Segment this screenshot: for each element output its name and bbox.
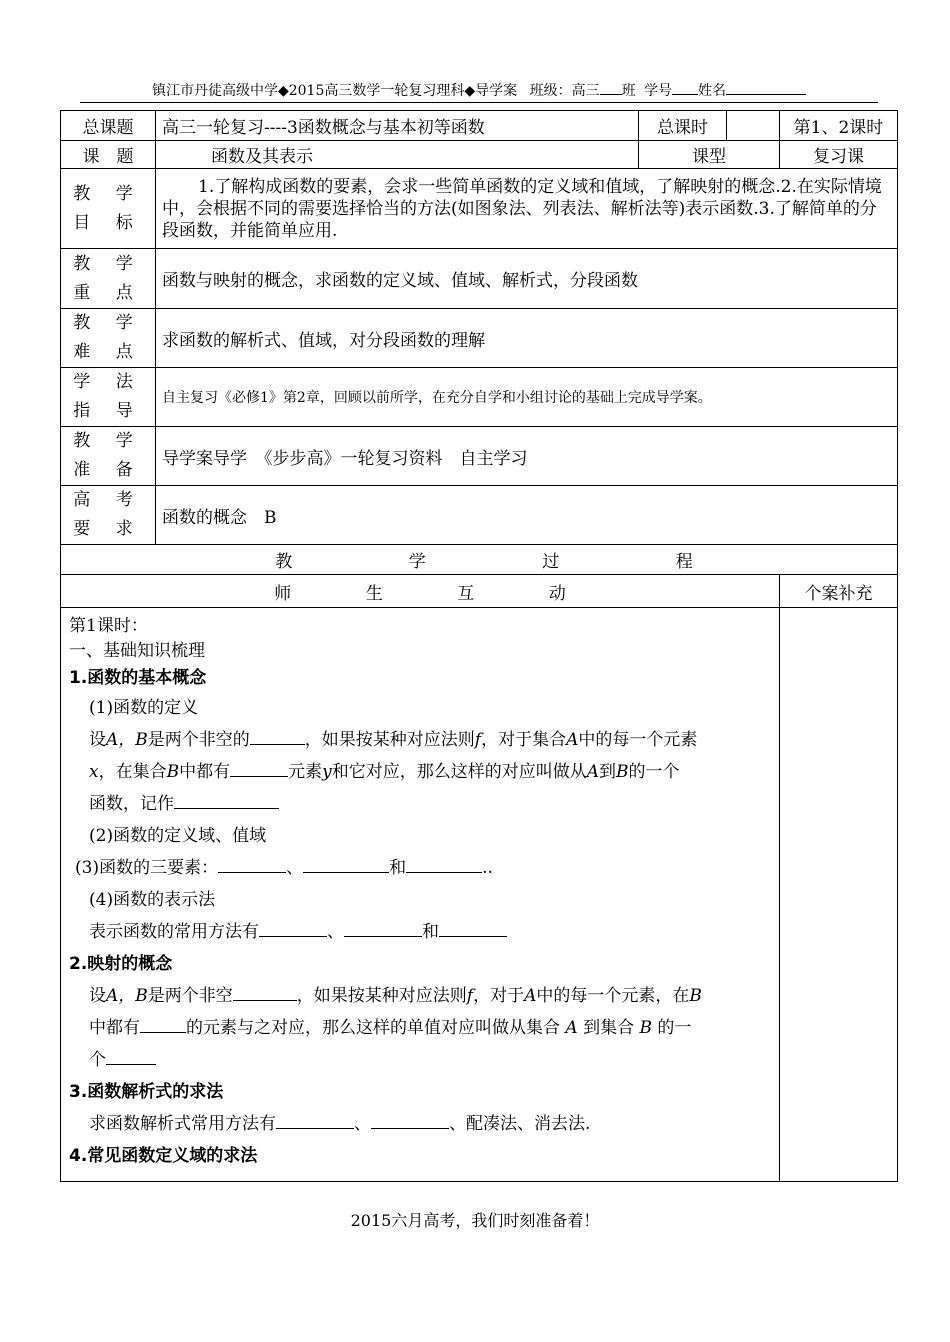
keypoints-label: 教 学 重 点 — [61, 249, 156, 309]
page-footer: 2015六月高考，我们时刻准备着！ — [350, 1211, 600, 1230]
total-topic-label: 总课题 — [61, 111, 156, 141]
lesson-number: 第1课时： — [69, 616, 148, 636]
representation-methods: 表示函数的常用方法有 、 和 — [69, 916, 771, 948]
header-xuehao: 学号 — [644, 83, 673, 99]
supplement-area — [780, 608, 898, 1182]
lesson-plan-table — [60, 110, 898, 1182]
domain-range-title: (2)函数的定义域、值域 — [89, 826, 267, 846]
mapping-line1: 设A，B是两个非空 ，如果按某种对应法则f，对于A中的每一个元素，在B — [69, 980, 771, 1012]
hours-value: 第1、2课时 — [780, 111, 898, 141]
method-text: 自主复习《必修1》第2章，回顾以前所学，在充分自学和小组讨论的基础上完成导学案。 — [156, 368, 898, 427]
content-area — [61, 608, 780, 1182]
method-label: 学 法 指 导 — [61, 368, 156, 427]
interaction-heading: 师 生 互 动 — [61, 575, 780, 608]
total-topic: 高三一轮复习----3函数概念与基本初等函数 — [156, 111, 639, 141]
header-ban: 班 — [621, 83, 636, 99]
function-definition-title: (1)函数的定义 — [89, 698, 199, 718]
function-definition-line1: 设A，B是两个非空的 ，如果按某种对应法则f，对于集合A中的每一个元素 — [69, 724, 771, 756]
topic: 函数及其表示 — [156, 141, 639, 169]
objectives-text: 1.了解构成函数的要素，会求一些简单函数的定义域和值域，了解映射的概念.2.在实际情境中，会根据不同的需要选择恰当的方法(如图象法、列表法、解析法等)表示函数.3.了解简单的分段函数，并能简单应用. — [156, 169, 898, 249]
section-basic: 一、基础知识梳理 — [69, 641, 205, 661]
topic-label: 课 题 — [61, 141, 156, 169]
representation-title: (4)函数的表示法 — [89, 890, 216, 910]
mapping-line3: 个 — [69, 1044, 771, 1076]
type-label: 课型 — [639, 141, 780, 169]
exam-requirement-text: 函数的概念 B — [156, 486, 898, 545]
heading-mapping: 2.映射的概念 — [69, 954, 173, 974]
process-heading: 教 学 过 程 — [61, 545, 898, 575]
preparation-text: 导学案导学 《步步高》一轮复习资料 自主学习 — [156, 427, 898, 486]
function-definition-line3: 函数，记作 — [69, 788, 771, 820]
analytic-methods: 求函数解析式常用方法有 、 、配凑法、消去法. — [69, 1108, 771, 1140]
header-xingming: 姓名 — [698, 83, 727, 99]
heading-analytic-expression: 3.函数解析式的求法 — [69, 1082, 224, 1102]
function-definition-line2: x，在集合B中都有 元素y和它对应，那么这样的对应叫做从A到B的一个 — [69, 756, 771, 788]
header-school: 镇江市丹徒高级中学◆2015高三数学一轮复习理科◆导学案 — [151, 83, 518, 99]
page-header — [80, 76, 878, 103]
exam-requirement-label: 高 考 要 求 — [61, 486, 156, 545]
total-hours-value — [727, 111, 780, 141]
type-value: 复习课 — [780, 141, 898, 169]
total-hours-label: 总课时 — [639, 111, 727, 141]
supplement-heading: 个案补充 — [780, 575, 898, 608]
keypoints-text: 函数与映射的概念，求函数的定义域、值域、解析式，分段函数 — [156, 249, 898, 309]
preparation-label: 教 学 准 备 — [61, 427, 156, 486]
difficulties-text: 求函数的解析式、值域，对分段函数的理解 — [156, 309, 898, 368]
header-class-label: 班级：高三 — [529, 83, 600, 99]
heading-domain-methods: 4.常见函数定义域的求法 — [69, 1146, 258, 1166]
heading-function-concept: 1.函数的基本概念 — [69, 668, 207, 688]
three-elements: (3)函数的三要素： 、 和 .. — [69, 852, 771, 884]
mapping-line2: 中都有 的元素与之对应，那么这样的单值对应叫做从集合 A 到集合 B 的一 — [69, 1012, 771, 1044]
objectives-label: 教 学 目 标 — [61, 169, 156, 249]
difficulties-label: 教 学 难 点 — [61, 309, 156, 368]
